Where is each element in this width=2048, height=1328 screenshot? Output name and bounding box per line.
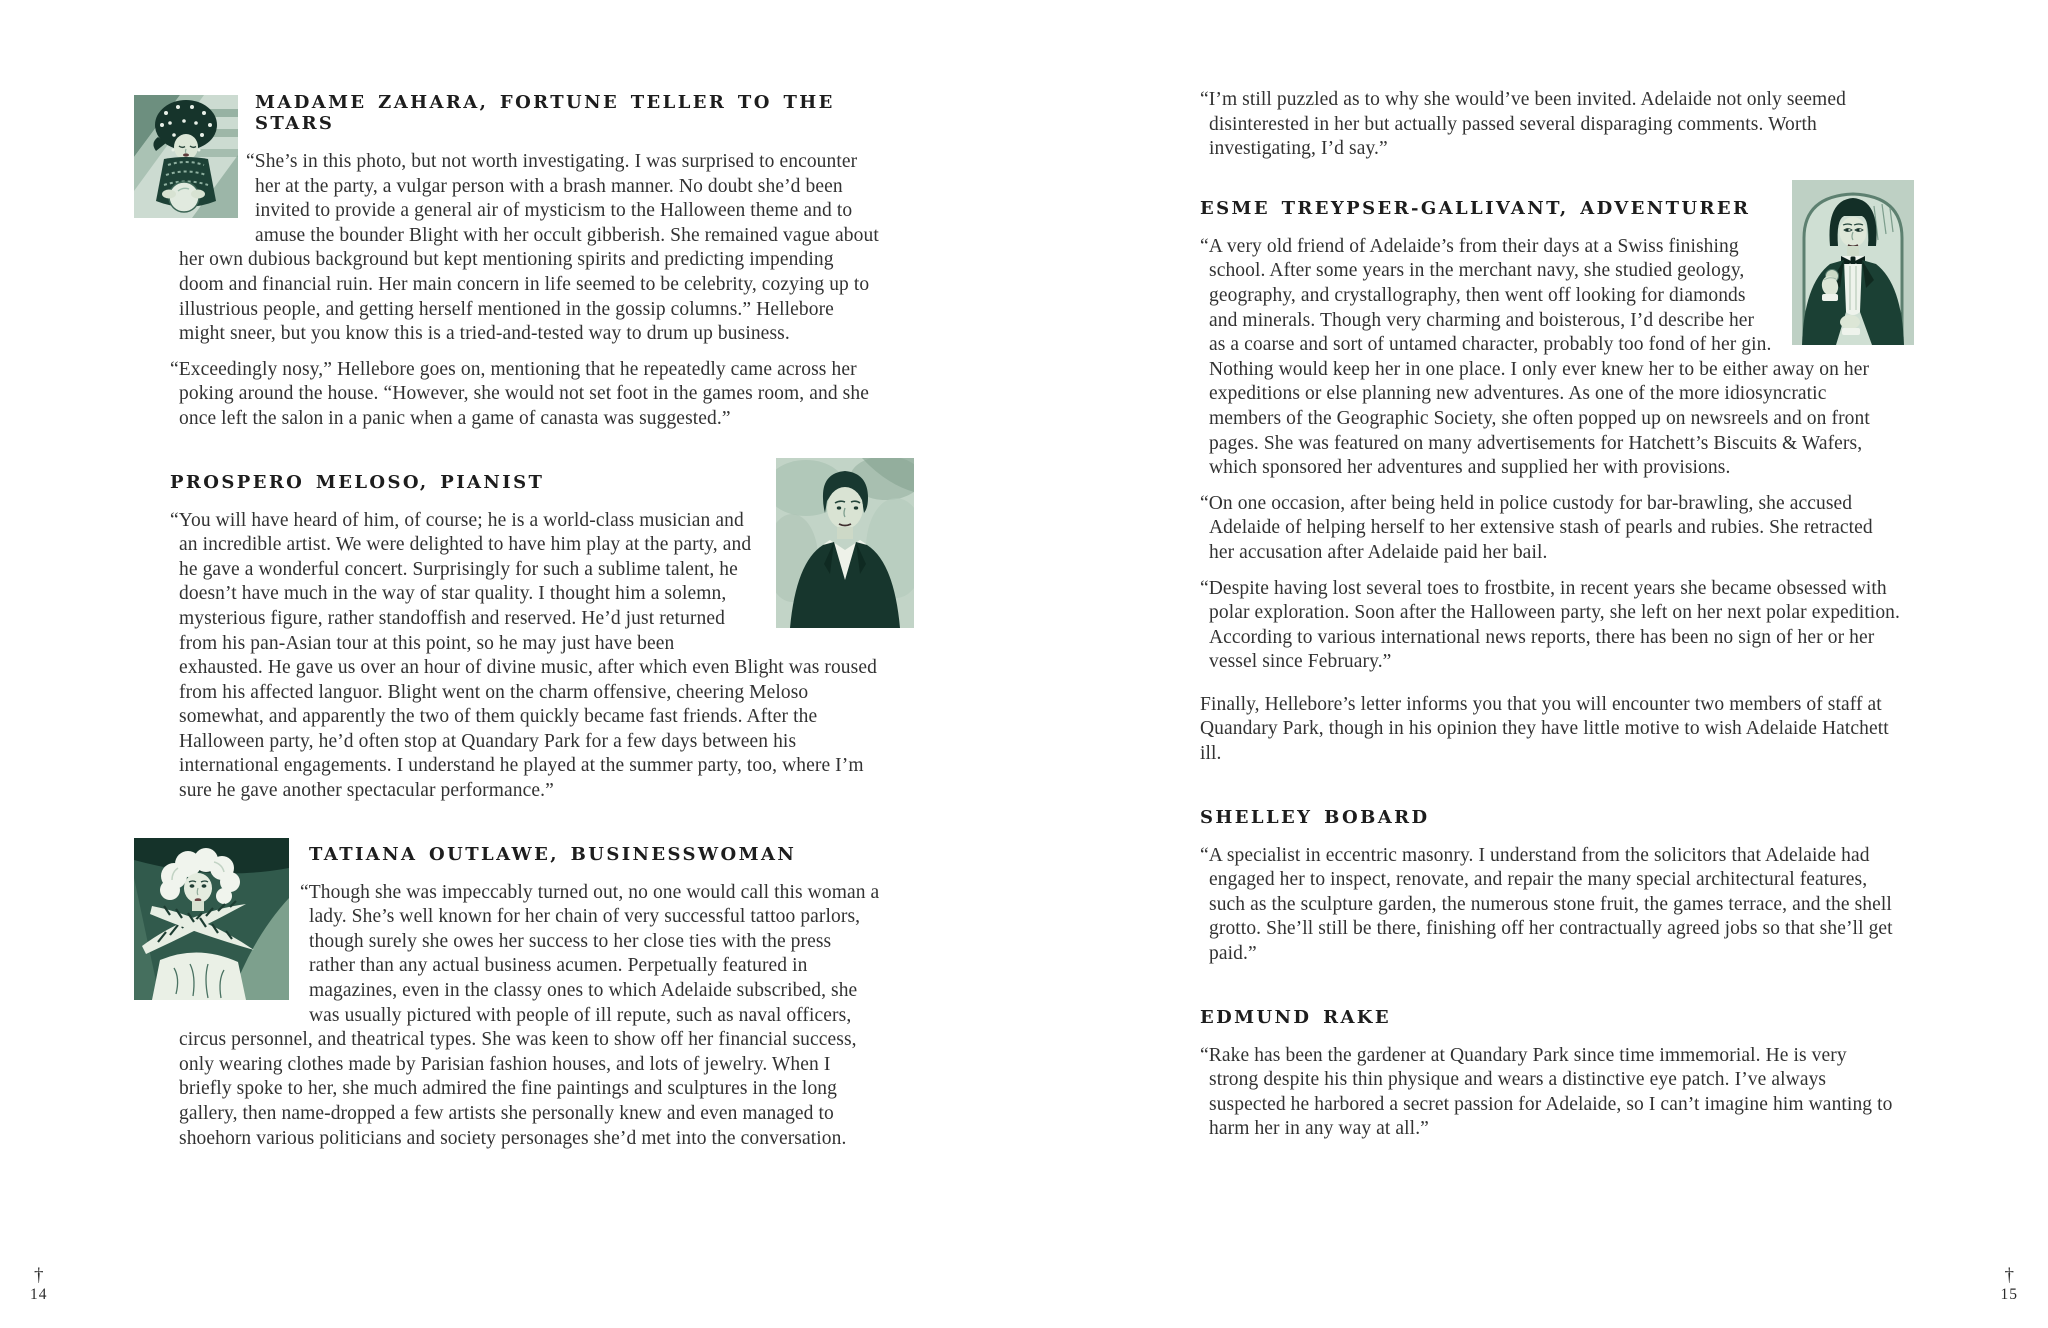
section-heading-edmund-rake: EDMUND RAKE	[1200, 1006, 1391, 1028]
prospero-meloso-portrait	[776, 458, 914, 628]
page-number: 14	[30, 1285, 48, 1303]
dagger-ornament: †	[34, 1264, 44, 1286]
businesswoman-illustration	[134, 838, 289, 1000]
section-esme-treypser-gallivant	[1200, 198, 1900, 675]
section-prospero-meloso	[170, 472, 882, 804]
right-page	[1024, 0, 2048, 1328]
meloso-paragraph-1: “You will have heard of him, of course; he is a world-class musician and an incredible artist. We were delighted to have him play at the party, and he gave a wonderful concert. Surprisingly for such a sublime talent, he doesn’t have much in the way of star quality. I thought him a solemn, mysterious figure, rather standoffish and reserved. He’d just returned from his pan-Asian tour at this point, so he may just have been exhausted. He gave us over an hour of divine music, after which even Blight was roused from his affected languor. Blight went on the charm offensive, cheering Meloso somewhat, and apparently the two of them quickly became fast friends. After the Halloween party, he’d often stop at Quandary Park for a few days between his international engagements. I understand he played at the summer party, too, where I’m sure he gave another spectacular performance.”	[170, 509, 877, 802]
tatiana-outlawe-portrait	[134, 838, 289, 1000]
zahara-paragraph-1: “She’s in this photo, but not worth investigating. I was surprised to encounter her at the party, a vulgar person with a brash manner. No doubt she’d been invited to provide a general air of mysticism to the Halloween theme and to amuse the bounder Blight with her occult gibberish. She remained vague about her own dubious background but kept mentioning spirits and predicting impending doom and financial ruin. Her main concern in life seemed to be celebrity, cozying up to illustrious people, and getting herself mentioned in the gossip columns.” Hellebore might sneer, but you know this is a tried-and-tested way to drum up business.	[179, 151, 879, 345]
section-madame-zahara	[170, 92, 882, 432]
madame-zahara-portrait	[134, 95, 238, 218]
rake-paragraph-1: “Rake has been the gardener at Quandary Park since time immemorial. He is very strong despite his thin physique and wears a distinctive eye patch. I’ve always suspected he harbored a secret passion for Adelaide, so I can’t imagine him wanting to harm her in any way at all.”	[1200, 1044, 1893, 1140]
page-number: 15	[2000, 1285, 2018, 1303]
pianist-illustration	[776, 458, 914, 628]
esme-paragraph-3: “Despite having lost several toes to frostbite, in recent years she became obsessed with polar exploration. Soon after the Halloween party, she left on her next polar expedition. According to various international news reports, there has been no sign of her or her vessel since February.”	[1200, 577, 1900, 673]
right-page-footer	[2001, 1266, 2019, 1303]
section-edmund-rake	[1200, 1007, 1900, 1142]
esme-paragraph-2: “On one occasion, after being held in police custody for bar-brawling, she accused Adelaide of helping herself to her extensive stash of pearls and rubies. She retracted her accusation after Adelaide paid her bail.	[1200, 492, 1873, 563]
esme-paragraph-1: “A very old friend of Adelaide’s from their days at a Swiss finishing school. After some years in the merchant navy, she studied geology, geography, and crystallography, then went off looking for diamonds and minerals. Though very charming and boisterous, I’d describe her as a coarse and sort of untamed character, probably too fond of her gin. Nothing would keep her in one place. I only ever knew her to be either away on her expeditions or else planning new adventures. As one of the more idiosyncratic members of the Geographic Society, she often popped up on newsreels and on front pages. She was featured on many advertisements for Hatchett’s Biscuits & Wafers, which sponsored her adventures and supplied her with provisions.	[1200, 235, 1870, 479]
section-heading-madame-zahara: MADAME ZAHARA, FORTUNE TELLER TO THE STARS	[255, 92, 835, 134]
dagger-ornament: †	[2004, 1264, 2014, 1286]
left-page-footer	[30, 1266, 48, 1303]
section-tatiana-outlawe	[170, 844, 882, 1152]
section-heading-shelley-bobard: SHELLEY BOBARD	[1200, 806, 1430, 828]
shelley-paragraph-1: “A specialist in eccentric masonry. I understand from the solicitors that Adelaide had engaged her to inspect, renovate, and repair the many special architectural features, such as the sculpture garden, the numerous stone fruit, the games terrace, and the shell grotto. She’ll still be there, finishing off her contractually agreed jobs so that she’ll get paid.”	[1200, 844, 1893, 965]
section-shelley-bobard	[1200, 807, 1900, 967]
adventurer-illustration	[1792, 180, 1914, 345]
left-page-text-column	[170, 92, 882, 1162]
staff-note-paragraph: Finally, Hellebore’s letter informs you that you will encounter two members of staff at Quandary Park, though in his opinion they have little motive to wish Adelaide Hatchett ill.	[1200, 693, 1889, 765]
section-heading-esme-treypser-gallivant: ESME TREYPSER-GALLIVANT, ADVENTURER	[1200, 197, 1751, 219]
zahara-paragraph-2: “Exceedingly nosy,” Hellebore goes on, mentioning that he repeatedly came across her poking around the house. “However, she would not set foot in the games room, and she once left the salon in a panic when a game of canasta was suggested.”	[170, 358, 869, 429]
tatiana-continuation-paragraph: “I’m still puzzled as to why she would’ve been invited. Adelaide not only seemed disinterested in her but actually passed several disparaging comments. Worth investigating, I’d say.”	[1200, 89, 1846, 160]
section-heading-tatiana-outlawe: TATIANA OUTLAWE, BUSINESSWOMAN	[309, 843, 797, 865]
right-page-text-column	[1200, 88, 1900, 1153]
fortune-teller-illustration	[134, 95, 238, 218]
esme-treypser-gallivant-portrait	[1792, 180, 1914, 345]
tatiana-paragraph-1: “Though she was impeccably turned out, no one would call this woman a lady. She’s well known for her chain of very successful tattoo parlors, though surely she owes her success to her close ties with the press rather than any actual business acumen. Perpetually featured in magazines, even in the classy ones to which Adelaide subscribed, she was usually pictured with people of ill repute, such as naval officers, circus personnel, and theatrical types. She was keen to show off her financial success, only wearing clothes made by Parisian fashion houses, and lots of jewelry. When I briefly spoke to her, she much admired the fine paintings and sculptures in the long gallery, then name-dropped a few artists she personally knew and even managed to shoehorn various politicians and society personages she’d met into the conversation.	[179, 881, 880, 1149]
section-heading-prospero-meloso: PROSPERO MELOSO, PIANIST	[170, 471, 545, 493]
